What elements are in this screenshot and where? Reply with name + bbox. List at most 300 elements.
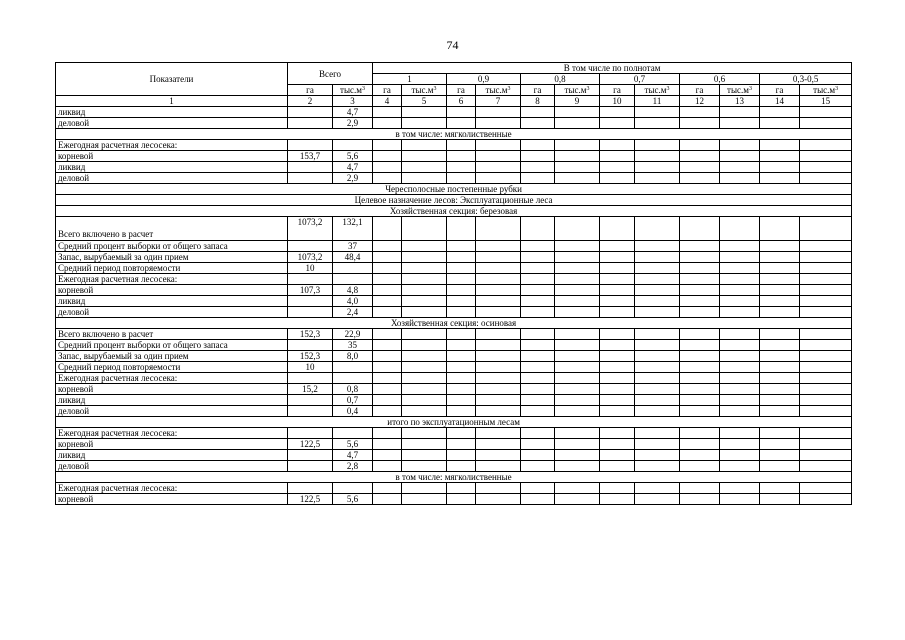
empty-cell — [521, 450, 555, 461]
empty-cell — [600, 483, 635, 494]
total-volume: 4,7 — [333, 162, 373, 173]
unit-ha-header: га — [373, 85, 402, 96]
empty-cell — [680, 340, 720, 351]
unit-ha-header: га — [680, 85, 720, 96]
empty-cell — [720, 151, 760, 162]
section-header-row — [56, 472, 852, 483]
table-row — [56, 263, 852, 274]
empty-cell — [760, 483, 800, 494]
empty-cell — [476, 384, 521, 395]
column-number: 4 — [373, 96, 402, 107]
empty-cell — [521, 107, 555, 118]
empty-cell — [447, 263, 476, 274]
empty-cell — [600, 162, 635, 173]
empty-cell — [373, 428, 402, 439]
empty-cell — [635, 494, 680, 505]
empty-cell — [521, 329, 555, 340]
empty-cell — [680, 173, 720, 184]
empty-cell — [373, 162, 402, 173]
total-volume: 4,8 — [333, 285, 373, 296]
table-row — [56, 274, 852, 285]
empty-cell — [720, 263, 760, 274]
empty-cell — [476, 373, 521, 384]
empty-cell — [720, 483, 760, 494]
empty-cell — [800, 494, 852, 505]
empty-cell — [555, 340, 600, 351]
empty-cell — [476, 296, 521, 307]
empty-cell — [760, 362, 800, 373]
empty-cell — [373, 373, 402, 384]
empty-cell — [635, 406, 680, 417]
column-number: 15 — [800, 96, 852, 107]
total-ha: 1073,2 — [288, 217, 333, 241]
unit-ha-header: га — [521, 85, 555, 96]
empty-cell — [555, 173, 600, 184]
empty-cell — [373, 107, 402, 118]
empty-cell — [635, 173, 680, 184]
total-volume: 2,8 — [333, 461, 373, 472]
empty-cell — [600, 461, 635, 472]
empty-cell — [402, 351, 447, 362]
empty-cell — [720, 329, 760, 340]
empty-cell — [600, 307, 635, 318]
total-volume: 0,7 — [333, 395, 373, 406]
empty-cell — [635, 340, 680, 351]
empty-cell — [720, 140, 760, 151]
empty-cell — [800, 362, 852, 373]
empty-cell — [476, 285, 521, 296]
empty-cell — [760, 307, 800, 318]
total-volume: 2,9 — [333, 173, 373, 184]
empty-cell — [635, 450, 680, 461]
unit-volume-header — [720, 85, 760, 96]
unit-volume-header — [800, 85, 852, 96]
row-label: ликвид — [56, 450, 288, 461]
empty-cell — [402, 439, 447, 450]
empty-cell — [476, 118, 521, 129]
header-by-density: В том числе по полнотам — [373, 63, 852, 74]
unit-volume-text: тыс.м — [564, 85, 587, 95]
empty-cell — [373, 450, 402, 461]
unit-volume-sup: 3 — [748, 86, 752, 92]
empty-cell — [680, 395, 720, 406]
section-header-row — [56, 195, 852, 206]
total-ha — [288, 241, 333, 252]
total-volume — [333, 428, 373, 439]
table-row — [56, 373, 852, 384]
empty-cell — [760, 107, 800, 118]
empty-cell — [800, 307, 852, 318]
empty-cell — [521, 173, 555, 184]
empty-cell — [447, 428, 476, 439]
total-volume — [333, 483, 373, 494]
empty-cell — [521, 307, 555, 318]
empty-cell — [800, 107, 852, 118]
row-label: Запас, вырубаемый за один прием — [56, 252, 288, 263]
unit-volume-text: тыс.м — [411, 85, 434, 95]
empty-cell — [373, 241, 402, 252]
empty-cell — [600, 450, 635, 461]
section-header-row — [56, 129, 852, 140]
column-number: 8 — [521, 96, 555, 107]
total-volume: 4,7 — [333, 107, 373, 118]
forest-allowance-table — [55, 62, 852, 505]
empty-cell — [555, 362, 600, 373]
empty-cell — [476, 151, 521, 162]
unit-volume-header — [476, 85, 521, 96]
density-header: 0,6 — [680, 74, 760, 85]
empty-cell — [680, 461, 720, 472]
empty-cell — [720, 307, 760, 318]
total-volume: 5,6 — [333, 494, 373, 505]
empty-cell — [800, 428, 852, 439]
unit-volume-header — [635, 85, 680, 96]
density-header: 1 — [373, 74, 447, 85]
empty-cell — [680, 428, 720, 439]
total-volume: 4,0 — [333, 296, 373, 307]
unit-volume-text: тыс.м — [485, 85, 508, 95]
empty-cell — [373, 307, 402, 318]
empty-cell — [800, 263, 852, 274]
row-label: Всего включено в расчет — [56, 217, 288, 241]
empty-cell — [476, 494, 521, 505]
empty-cell — [447, 461, 476, 472]
empty-cell — [402, 461, 447, 472]
empty-cell — [800, 252, 852, 263]
empty-cell — [521, 406, 555, 417]
total-ha — [288, 373, 333, 384]
column-number: 9 — [555, 96, 600, 107]
empty-cell — [521, 217, 555, 241]
empty-cell — [555, 450, 600, 461]
empty-cell — [373, 285, 402, 296]
empty-cell — [635, 263, 680, 274]
empty-cell — [373, 252, 402, 263]
total-ha — [288, 395, 333, 406]
empty-cell — [635, 373, 680, 384]
empty-cell — [800, 329, 852, 340]
total-ha — [288, 162, 333, 173]
unit-ha-header: га — [600, 85, 635, 96]
table-row — [56, 285, 852, 296]
empty-cell — [720, 285, 760, 296]
empty-cell — [521, 494, 555, 505]
empty-cell — [760, 162, 800, 173]
total-ha — [288, 296, 333, 307]
table-row — [56, 329, 852, 340]
empty-cell — [600, 140, 635, 151]
empty-cell — [635, 241, 680, 252]
table-row — [56, 483, 852, 494]
unit-ha-header: га — [288, 85, 333, 96]
empty-cell — [476, 140, 521, 151]
table-row — [56, 296, 852, 307]
empty-cell — [555, 351, 600, 362]
empty-cell — [720, 162, 760, 173]
empty-cell — [600, 296, 635, 307]
row-label: корневой — [56, 285, 288, 296]
empty-cell — [600, 274, 635, 285]
column-number: 10 — [600, 96, 635, 107]
empty-cell — [680, 483, 720, 494]
empty-cell — [800, 296, 852, 307]
empty-cell — [373, 329, 402, 340]
total-ha: 122,5 — [288, 439, 333, 450]
empty-cell — [760, 439, 800, 450]
row-label: ликвид — [56, 107, 288, 118]
empty-cell — [635, 285, 680, 296]
total-volume: 22,9 — [333, 329, 373, 340]
total-volume — [333, 373, 373, 384]
empty-cell — [476, 252, 521, 263]
empty-cell — [600, 494, 635, 505]
row-label: Ежегодная расчетная лесосека: — [56, 428, 288, 439]
total-ha: 122,5 — [288, 494, 333, 505]
empty-cell — [476, 340, 521, 351]
total-ha — [288, 107, 333, 118]
empty-cell — [555, 406, 600, 417]
empty-cell — [680, 285, 720, 296]
empty-cell — [720, 439, 760, 450]
empty-cell — [476, 395, 521, 406]
empty-cell — [402, 428, 447, 439]
empty-cell — [555, 118, 600, 129]
empty-cell — [800, 384, 852, 395]
total-volume — [333, 263, 373, 274]
empty-cell — [373, 483, 402, 494]
row-label: корневой — [56, 439, 288, 450]
empty-cell — [447, 362, 476, 373]
empty-cell — [447, 241, 476, 252]
empty-cell — [635, 483, 680, 494]
empty-cell — [600, 329, 635, 340]
section-header: Целевое назначение лесов: Эксплуатационные леса — [56, 195, 852, 206]
column-number: 3 — [333, 96, 373, 107]
empty-cell — [600, 351, 635, 362]
empty-cell — [447, 296, 476, 307]
empty-cell — [447, 494, 476, 505]
empty-cell — [760, 384, 800, 395]
total-ha — [288, 483, 333, 494]
unit-volume-sup: 3 — [507, 86, 511, 92]
empty-cell — [476, 107, 521, 118]
total-volume: 2,9 — [333, 118, 373, 129]
table-row — [56, 384, 852, 395]
empty-cell — [760, 217, 800, 241]
empty-cell — [800, 285, 852, 296]
empty-cell — [555, 285, 600, 296]
empty-cell — [720, 107, 760, 118]
empty-cell — [720, 274, 760, 285]
empty-cell — [760, 274, 800, 285]
empty-cell — [373, 351, 402, 362]
empty-cell — [447, 329, 476, 340]
empty-cell — [521, 241, 555, 252]
total-ha: 107,3 — [288, 285, 333, 296]
density-header: 0,9 — [447, 74, 521, 85]
empty-cell — [600, 362, 635, 373]
empty-cell — [720, 217, 760, 241]
empty-cell — [800, 439, 852, 450]
empty-cell — [476, 241, 521, 252]
unit-volume-text: тыс.м — [340, 85, 362, 95]
empty-cell — [447, 373, 476, 384]
empty-cell — [476, 329, 521, 340]
total-volume: 5,6 — [333, 439, 373, 450]
empty-cell — [635, 252, 680, 263]
empty-cell — [402, 252, 447, 263]
total-volume: 0,4 — [333, 406, 373, 417]
empty-cell — [760, 118, 800, 129]
table-row — [56, 494, 852, 505]
empty-cell — [447, 351, 476, 362]
table-row — [56, 217, 852, 241]
row-label: деловой — [56, 118, 288, 129]
section-header: итого по эксплуатационным лесам — [56, 417, 852, 428]
empty-cell — [760, 329, 800, 340]
section-header-row — [56, 184, 852, 195]
total-volume — [333, 362, 373, 373]
column-number: 6 — [447, 96, 476, 107]
empty-cell — [555, 296, 600, 307]
empty-cell — [680, 151, 720, 162]
table-row — [56, 241, 852, 252]
empty-cell — [373, 118, 402, 129]
empty-cell — [521, 274, 555, 285]
empty-cell — [720, 173, 760, 184]
empty-cell — [521, 439, 555, 450]
empty-cell — [600, 384, 635, 395]
empty-cell — [635, 296, 680, 307]
empty-cell — [680, 241, 720, 252]
empty-cell — [402, 241, 447, 252]
empty-cell — [447, 406, 476, 417]
empty-cell — [635, 118, 680, 129]
empty-cell — [680, 107, 720, 118]
unit-volume-sup: 3 — [433, 86, 437, 92]
unit-volume-text: тыс.м — [813, 85, 836, 95]
row-label: Запас, вырубаемый за один прием — [56, 351, 288, 362]
unit-volume-header — [333, 85, 373, 96]
empty-cell — [760, 140, 800, 151]
empty-cell — [447, 217, 476, 241]
total-volume: 4,7 — [333, 450, 373, 461]
empty-cell — [555, 107, 600, 118]
total-ha — [288, 340, 333, 351]
row-label: Ежегодная расчетная лесосека: — [56, 140, 288, 151]
empty-cell — [555, 217, 600, 241]
empty-cell — [680, 217, 720, 241]
table-row — [56, 173, 852, 184]
empty-cell — [447, 252, 476, 263]
empty-cell — [447, 274, 476, 285]
empty-cell — [680, 362, 720, 373]
section-header-row — [56, 417, 852, 428]
empty-cell — [635, 140, 680, 151]
empty-cell — [402, 395, 447, 406]
column-number: 14 — [760, 96, 800, 107]
total-ha — [288, 428, 333, 439]
empty-cell — [680, 329, 720, 340]
empty-cell — [402, 151, 447, 162]
empty-cell — [373, 384, 402, 395]
empty-cell — [521, 428, 555, 439]
empty-cell — [447, 162, 476, 173]
empty-cell — [600, 241, 635, 252]
total-ha — [288, 118, 333, 129]
empty-cell — [800, 461, 852, 472]
unit-ha-header: га — [760, 85, 800, 96]
empty-cell — [635, 439, 680, 450]
empty-cell — [402, 118, 447, 129]
empty-cell — [600, 107, 635, 118]
section-header: в том числе: мягколиственные — [56, 129, 852, 140]
empty-cell — [402, 173, 447, 184]
empty-cell — [476, 428, 521, 439]
empty-cell — [760, 241, 800, 252]
table-row — [56, 107, 852, 118]
empty-cell — [720, 362, 760, 373]
column-number: 5 — [402, 96, 447, 107]
row-label: корневой — [56, 151, 288, 162]
total-ha: 152,3 — [288, 329, 333, 340]
table-body — [56, 107, 852, 505]
empty-cell — [373, 395, 402, 406]
row-label: корневой — [56, 384, 288, 395]
empty-cell — [447, 107, 476, 118]
empty-cell — [600, 118, 635, 129]
empty-cell — [635, 362, 680, 373]
empty-cell — [521, 151, 555, 162]
total-volume: 132,1 — [333, 217, 373, 241]
empty-cell — [760, 340, 800, 351]
table-row — [56, 351, 852, 362]
empty-cell — [680, 351, 720, 362]
empty-cell — [760, 428, 800, 439]
empty-cell — [402, 307, 447, 318]
empty-cell — [720, 241, 760, 252]
empty-cell — [635, 274, 680, 285]
table-row — [56, 307, 852, 318]
section-header: Чересполосные постепенные рубки — [56, 184, 852, 195]
empty-cell — [373, 274, 402, 285]
row-label: деловой — [56, 173, 288, 184]
empty-cell — [800, 217, 852, 241]
empty-cell — [402, 274, 447, 285]
empty-cell — [476, 461, 521, 472]
empty-cell — [760, 373, 800, 384]
total-ha: 153,7 — [288, 151, 333, 162]
empty-cell — [447, 439, 476, 450]
empty-cell — [555, 140, 600, 151]
empty-cell — [521, 162, 555, 173]
header-total: Всего — [288, 63, 373, 85]
empty-cell — [402, 340, 447, 351]
empty-cell — [635, 107, 680, 118]
empty-cell — [476, 351, 521, 362]
empty-cell — [555, 263, 600, 274]
empty-cell — [373, 173, 402, 184]
empty-cell — [555, 494, 600, 505]
empty-cell — [402, 296, 447, 307]
empty-cell — [720, 373, 760, 384]
empty-cell — [373, 494, 402, 505]
empty-cell — [720, 384, 760, 395]
empty-cell — [402, 263, 447, 274]
empty-cell — [476, 483, 521, 494]
empty-cell — [521, 351, 555, 362]
empty-cell — [521, 263, 555, 274]
